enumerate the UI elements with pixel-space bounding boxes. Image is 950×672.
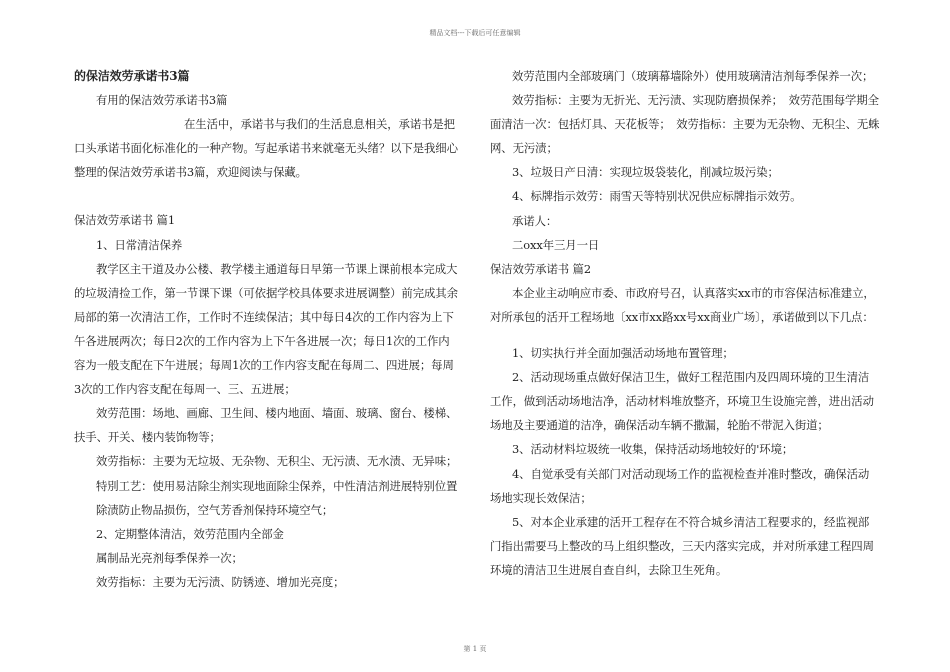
item-1-heading: 1、日常清洁保养 xyxy=(96,237,183,252)
page-header: 精品文档---下载后可任意编辑 xyxy=(429,29,521,37)
special-craft: 特別工艺：使用易洁除尘剂实现地面除尘保养，中性清洁剂进展特别位置除渍防止物品损伤，空气芳香剂保持环境空气； xyxy=(96,478,458,517)
glass-maintenance: 效劳范围内全部玻璃门（玻璃幕墙除外）使用玻璃清洁剂每季保养一次； xyxy=(512,69,874,83)
item-4: 4、标牌指示效劳：雨雪天等特别状况供应标牌指示效劳。 xyxy=(512,189,802,204)
item-2-continuation: 属制品光亮剂每季保养一次； xyxy=(96,550,243,565)
service-index-3: 效劳指标：主要为无折光、无污渍、实现防磨损保养； 效劳范围每学期全面清洁一次：包括灯具、天花板等； 效劳指标：主要为无杂物、无积尘、无蛛网、无污渍； xyxy=(490,93,880,156)
document-title: 的保洁效劳承诺书3篇 xyxy=(74,69,190,83)
spacer xyxy=(74,184,458,208)
item-2-heading: 2、定期整体清洁，效劳范围内全部金 xyxy=(96,526,284,541)
paragraph-daily-cleaning: 教学区主干道及办公楼、教学楼主通道每日早第一节课上课前根本完成大的垃圾清捡工作，第一节课下课（可依据学校具体要求进展调整）前完成其余局部的第一次清洁工作，工作时不连续保洁；其中每日4次的工作内容为上下午各进展两次；每日2次的工作内容为上下午各进展一次；每日1次的工作内容为一般支配在下午进展；每周1次的工作内容支配在每周二、四进展；每周3次的工作内容支配在每周一、三、五进展； xyxy=(74,261,458,397)
promise-4: 4、自觉承受有关部门对活动现场工作的监视检查并准时整改，确保活动场地实现长效保洁； xyxy=(490,466,870,505)
intro-line-3: 整理的保洁效劳承诺书3篇，欢迎阅读与保藏。 xyxy=(74,165,307,180)
date-line: 二oxx年三月一日 xyxy=(512,237,600,252)
item-3: 3、垃圾日产日清：实现垃圾袋装化，削减垃圾污染； xyxy=(512,165,779,180)
service-index-1: 效劳指标：主要为无垃圾、无杂物、无积尘、无污渍、无水渍、无异味； xyxy=(96,454,458,469)
left-column xyxy=(74,64,458,594)
document-subtitle: 有用的保洁效劳承诺书3篇 xyxy=(96,93,228,108)
section-2-title: 保洁效劳承诺书 篇2 xyxy=(490,261,591,276)
service-index-2: 效劳指标：主要为无污渍、防锈迹、增加光亮度； xyxy=(96,574,345,589)
promise-5: 5、对本企业承建的活开工程存在不符合城乡清洁工程要求的，经监视部门指出需要马上整改的马上组织整改，三天内落实完成，并对所承建工程四周环境的清洁卫生进展自查自纠，去除卫生死角。 xyxy=(490,514,874,577)
page-footer: 第 1 页 xyxy=(463,645,487,653)
promise-2: 2、活动现场重点做好保洁卫生，做好工程范围内及四周环境的卫生清洁工作，做到活动场地洁净，活动材料堆放整齐，环境卫生设施完善，进出活动场地及主要通道的洁净，确保活动车辆不撒漏，轮胎不带泥入街道； xyxy=(490,370,874,433)
intro-line-1: 在生活中，承诺书与我们的生活息息相关，承诺书是把 xyxy=(184,117,455,132)
intro-line-2: 口头承诺书面化标准化的一种产物。写起承诺书来就毫无头绪？以下是我细心 xyxy=(74,141,458,156)
spacer xyxy=(490,329,880,341)
section-2-intro: 本企业主动响应市委、市政府号召，认真落实xx市的市容保洁标准建立，对所承包的活开工程场地〔xx市xx路xx号xx商业广场〕，承诺做到以下几点： xyxy=(490,285,875,324)
right-column xyxy=(490,64,880,582)
service-scope: 效劳范围：场地、画廊、卫生间、楼内地面、墙面、玻璃、窗台、楼梯、扶手、开关、楼内装饰物等； xyxy=(74,406,458,445)
promise-1: 1、切实执行并全面加强活动场地布置管理； xyxy=(512,346,734,361)
section-1-title: 保洁效劳承诺书 篇1 xyxy=(74,213,175,228)
promise-3: 3、活动材料垃圾统一收集，保持活动场地较好的'环境； xyxy=(512,442,794,457)
promisor-label: 承诺人： xyxy=(512,213,558,228)
